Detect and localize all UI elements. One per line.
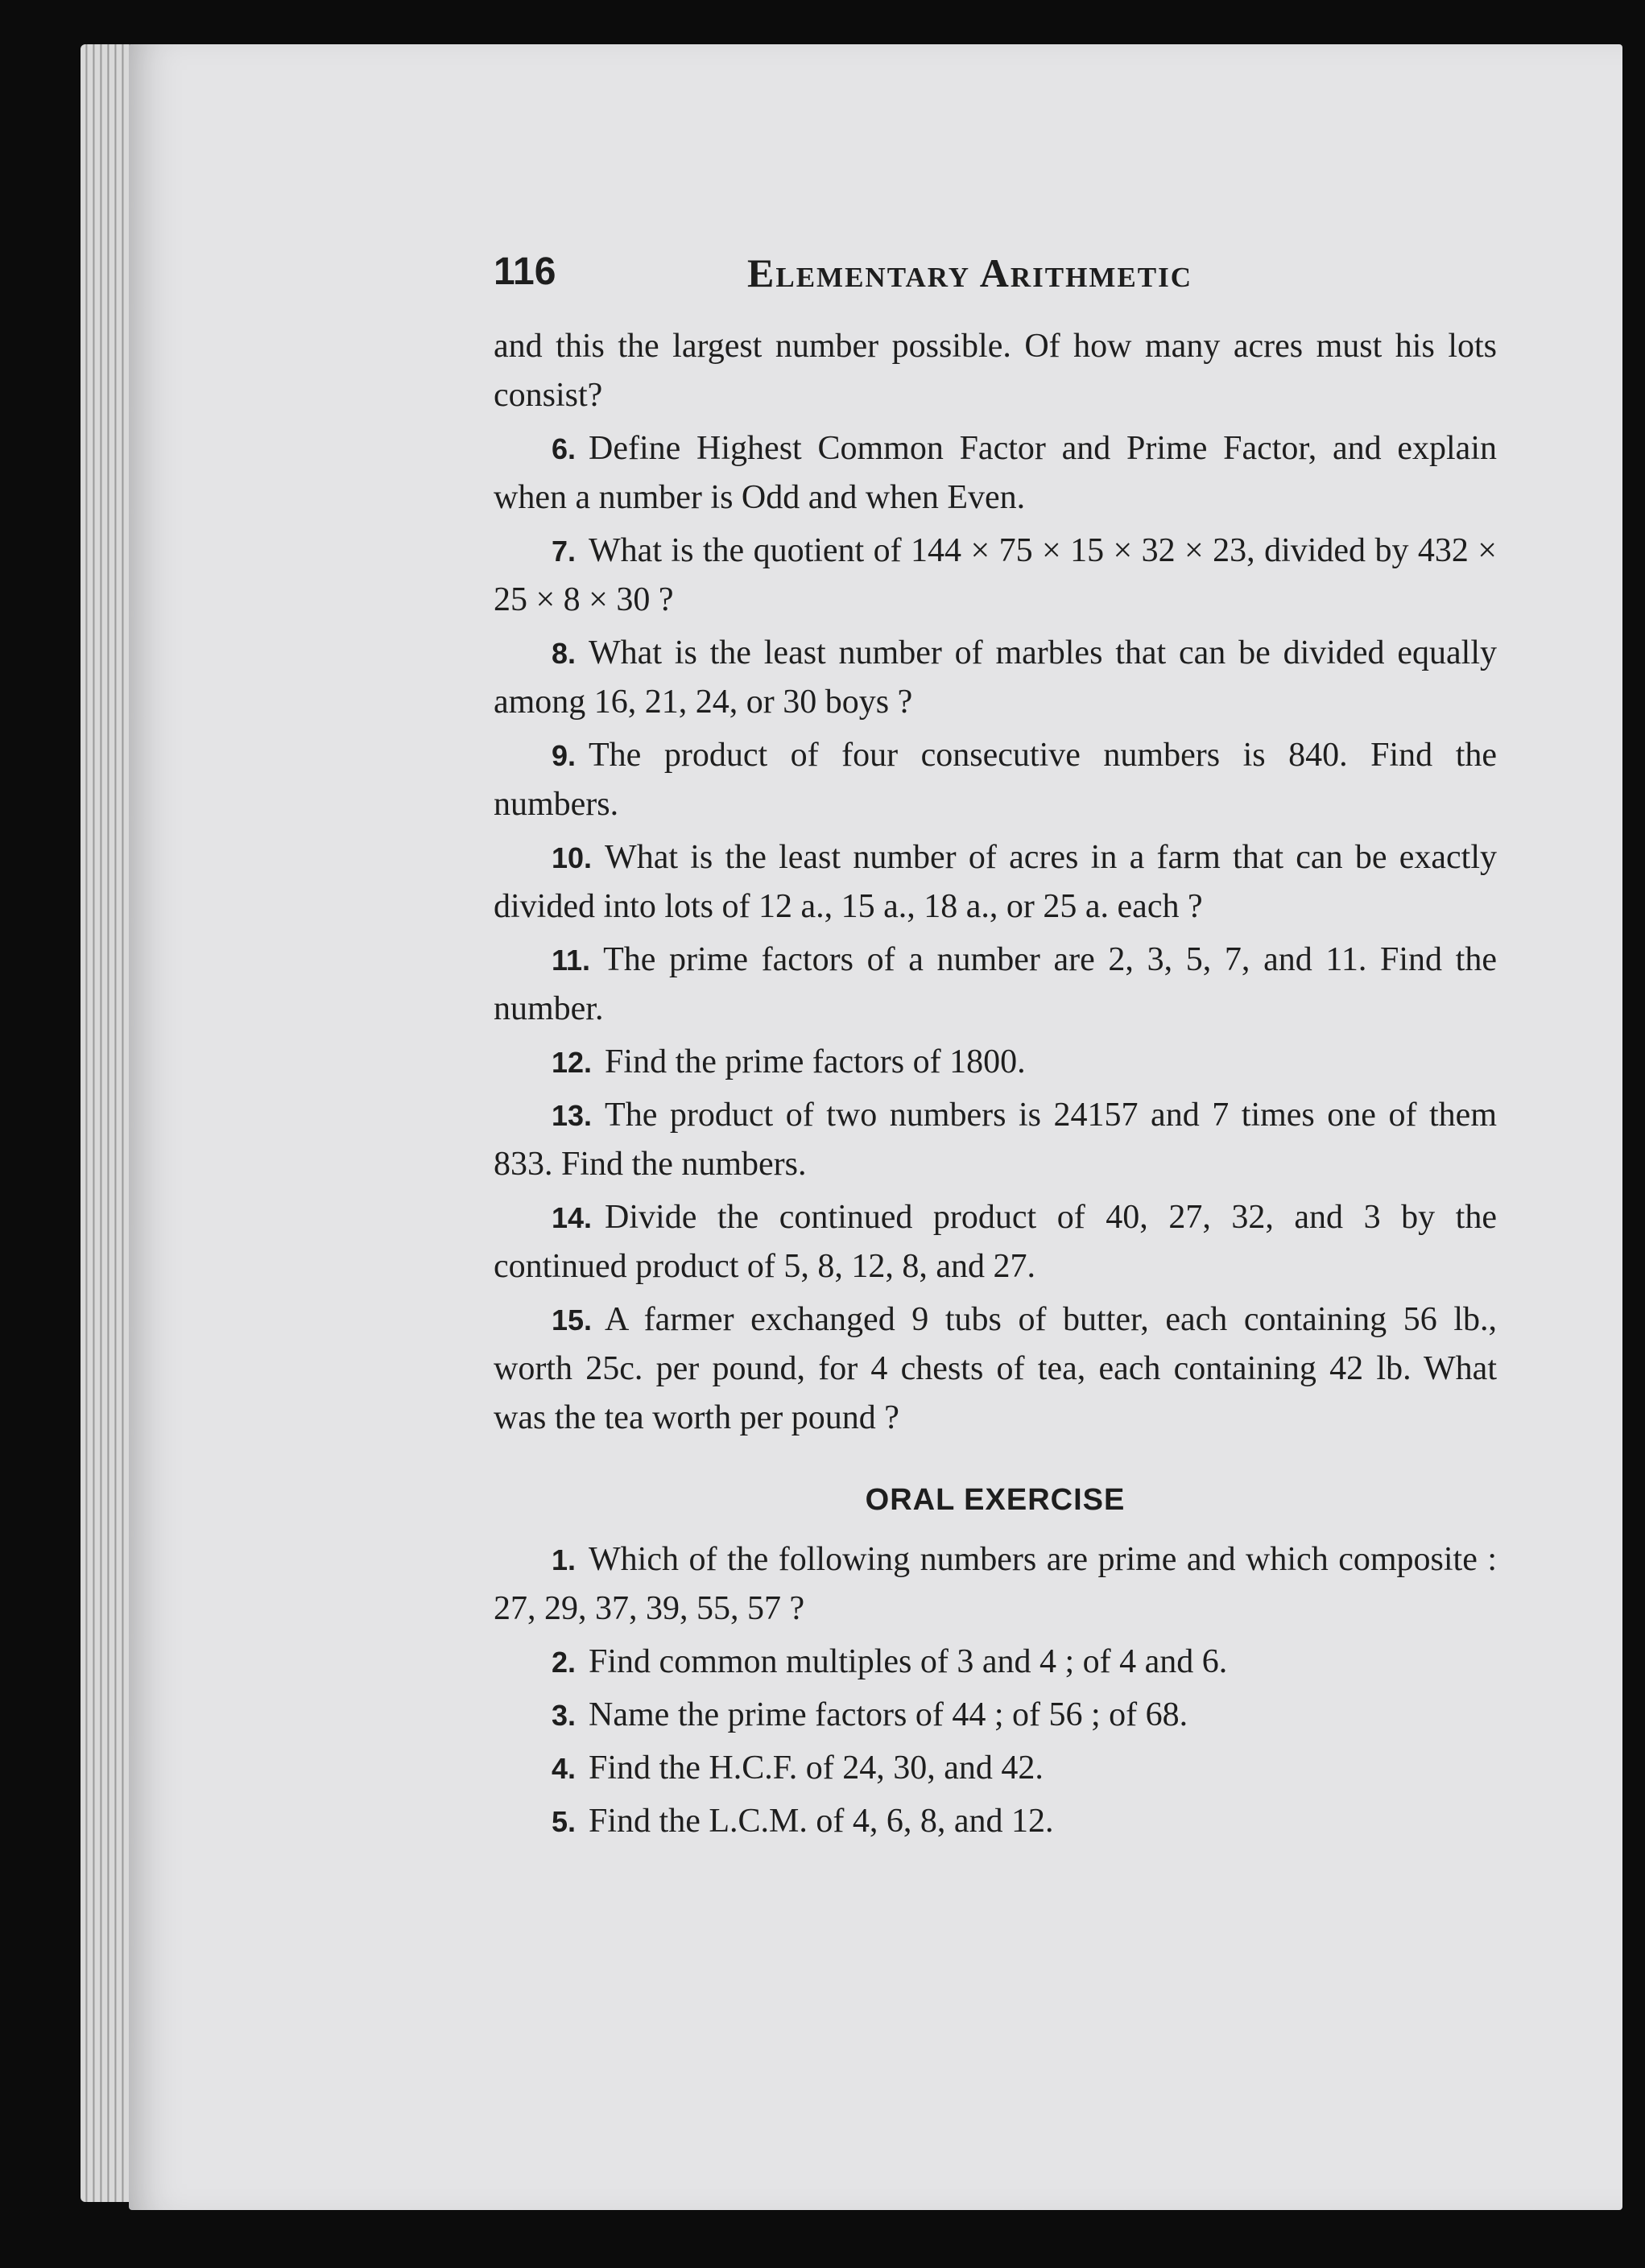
problem-number: 14. xyxy=(552,1201,593,1234)
problem-number: 12. xyxy=(552,1046,593,1079)
oral-item-2 xyxy=(494,1638,1497,1687)
oral-item-number: 2. xyxy=(552,1646,577,1679)
oral-item-1 xyxy=(494,1535,1497,1634)
problem-text: What is the least number of marbles that can be divided equally among 16, 21, 24, or 30 boys ? xyxy=(494,634,1497,721)
oral-item-number: 4. xyxy=(552,1752,577,1785)
oral-item-3 xyxy=(494,1691,1497,1740)
problem-text: The product of four consecutive numbers is 840. Find the numbers. xyxy=(494,737,1497,823)
problem-6 xyxy=(494,424,1497,523)
problem-number: 13. xyxy=(552,1099,593,1132)
oral-item-text: Find the H.C.F. of 24, 30, and 42. xyxy=(589,1750,1044,1787)
continuation-text: and this the largest number possible. Of how many acres must his lots consist? xyxy=(494,328,1497,414)
problem-number: 8. xyxy=(552,637,577,670)
problem-9 xyxy=(494,731,1497,829)
problem-number: 9. xyxy=(552,739,577,772)
oral-item-text: Which of the following numbers are prime and which composite : 27, 29, 37, 39, 55, 57 ? xyxy=(494,1541,1497,1627)
problem-10 xyxy=(494,833,1497,932)
problem-text: A farmer exchanged 9 tubs of butter, each containing 56 lb., worth 25c. per pound, for 4 chests of tea, each containing 42 lb. What was the tea worth per pound ? xyxy=(494,1301,1497,1436)
oral-item-number: 1. xyxy=(552,1543,577,1576)
problem-text: The prime factors of a number are 2, 3, 5, 7, and 11. Find the number. xyxy=(494,941,1497,1027)
running-head xyxy=(494,242,1497,306)
problem-text: What is the least number of acres in a farm that can be exactly divided into lots of 12 a., 15 a., 18 a., or 25 a. each ? xyxy=(494,839,1497,925)
problem-13 xyxy=(494,1091,1497,1189)
oral-item-number: 3. xyxy=(552,1699,577,1732)
problem-text: What is the quotient of 144 × 75 × 15 × 32 × 23, divided by 432 × 25 × 8 × 30 ? xyxy=(494,532,1497,618)
oral-item-text: Name the prime factors of 44 ; of 56 ; of 68. xyxy=(589,1696,1188,1733)
problem-text: Divide the continued product of 40, 27, 32, and 3 by the continued product of 5, 8, 12, 8, and 27. xyxy=(494,1199,1497,1285)
problem-8 xyxy=(494,629,1497,727)
oral-item-4 xyxy=(494,1744,1497,1793)
problem-number: 15. xyxy=(552,1303,593,1336)
problem-number: 10. xyxy=(552,841,593,874)
oral-item-number: 5. xyxy=(552,1805,577,1838)
problem-14 xyxy=(494,1193,1497,1291)
problem-number: 11. xyxy=(552,944,591,977)
oral-item-text: Find common multiples of 3 and 4 ; of 4 and 6. xyxy=(589,1643,1228,1680)
problem-11 xyxy=(494,936,1497,1034)
problem-number: 6. xyxy=(552,432,577,465)
book-title: Elementary Arithmetic xyxy=(747,250,1192,295)
oral-exercise-heading: ORAL EXERCISE xyxy=(865,1483,1126,1517)
oral-item-5 xyxy=(494,1797,1497,1846)
problem-text: Find the prime factors of 1800. xyxy=(605,1043,1026,1080)
problem-7 xyxy=(494,527,1497,625)
problem-text: The product of two numbers is 24157 and 7 times one of them 833. Find the numbers. xyxy=(494,1097,1497,1183)
oral-item-text: Find the L.C.M. of 4, 6, 8, and 12. xyxy=(589,1803,1054,1840)
page-content xyxy=(494,242,1497,1846)
problem-15 xyxy=(494,1295,1497,1443)
problem-text: Define Highest Common Factor and Prime Factor, and explain when a number is Odd and when Even. xyxy=(494,430,1497,516)
page-number: 116 xyxy=(494,250,556,293)
problem-12 xyxy=(494,1038,1497,1087)
problem-number: 7. xyxy=(552,535,577,568)
